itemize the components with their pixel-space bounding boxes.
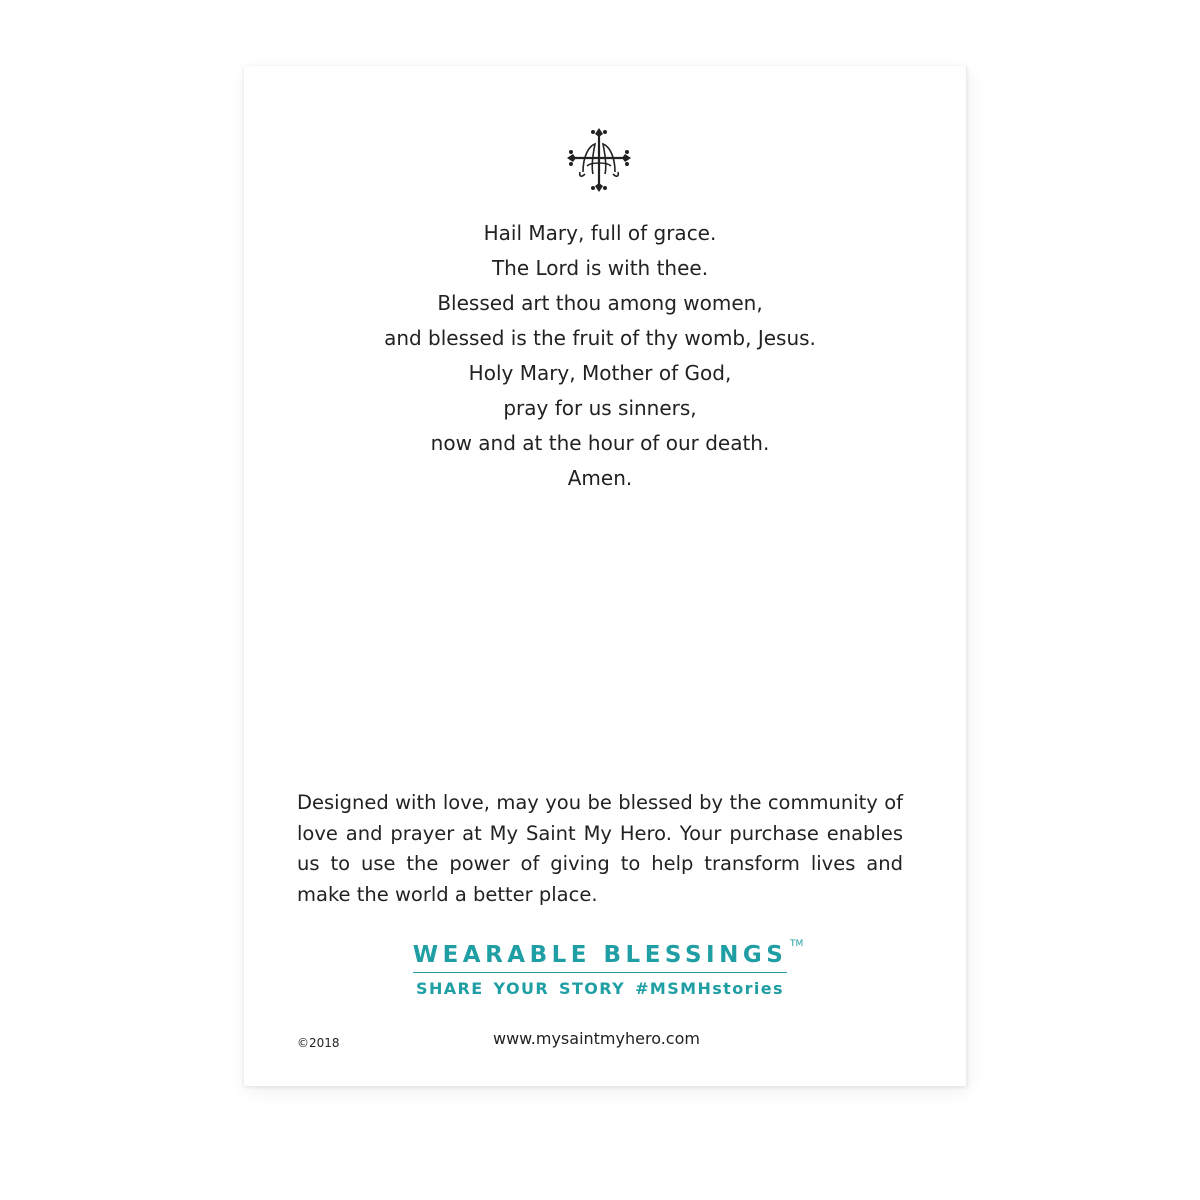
prayer-line: Hail Mary, full of grace. <box>483 221 717 245</box>
prayer-line: and blessed is the fruit of thy womb, Jesus. <box>384 326 816 350</box>
website-url: www.mysaintmyhero.com <box>493 1029 700 1048</box>
prayer-line: now and at the hour of our death. <box>430 431 770 455</box>
brand-title <box>412 939 804 973</box>
trademark-mark: TM <box>790 939 804 949</box>
prayer-line: Holy Mary, Mother of God, <box>468 361 732 385</box>
brand-block <box>244 939 956 998</box>
marian-monogram-icon <box>565 126 633 194</box>
prayer-line: pray for us sinners, <box>503 396 697 420</box>
brand-tagline: SHARE YOUR STORY #MSMHstories <box>416 979 784 998</box>
prayer-line: Blessed art thou among women, <box>437 291 763 315</box>
copyright-notice: ©2018 <box>297 1036 340 1050</box>
blessing-paragraph: Designed with love, may you be blessed by the community of love and prayer at My Saint My Hero. Your purchase enables us to use the power of giving to help transform lives and make the world a better place. <box>297 791 903 906</box>
prayer-line: The Lord is with thee. <box>491 256 709 280</box>
prayer-line: Amen. <box>567 466 633 490</box>
prayer-card <box>244 66 967 1086</box>
prayer-text <box>244 216 956 496</box>
brand-title-text: WEARABLE BLESSINGS <box>412 942 788 968</box>
